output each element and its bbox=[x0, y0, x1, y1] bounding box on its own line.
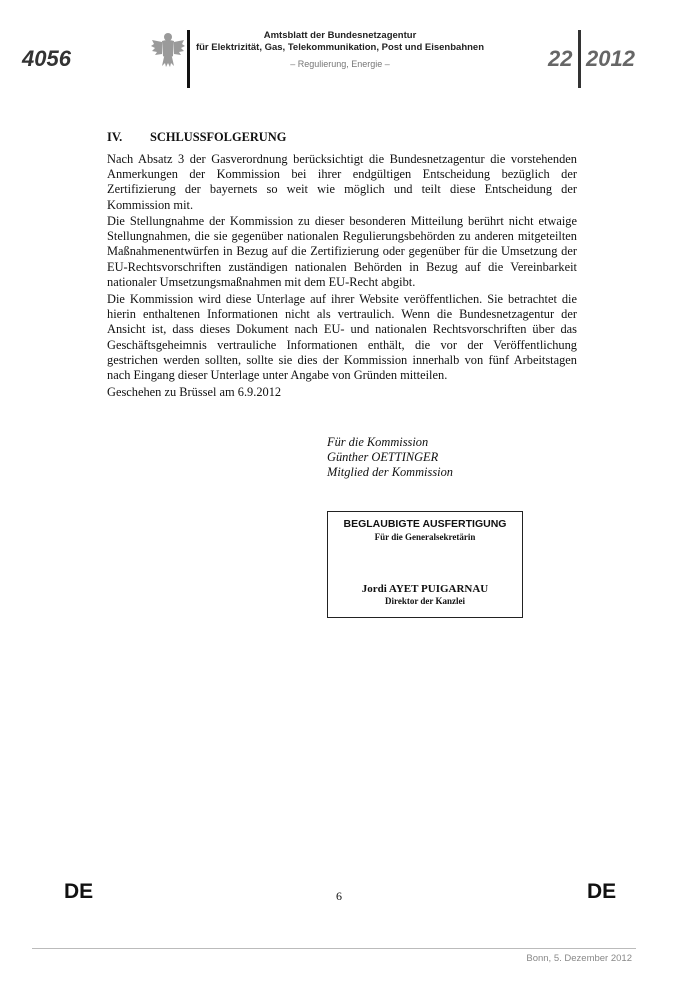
header-title bbox=[190, 30, 490, 54]
section-heading bbox=[107, 130, 286, 145]
stamp-role: Direktor der Kanzlei bbox=[385, 596, 465, 606]
signature-line1: Für die Kommission bbox=[327, 435, 429, 449]
certification-stamp bbox=[327, 511, 523, 618]
issue-divider bbox=[578, 30, 581, 88]
paragraph-2: Die Stellungnahme der Kommission zu dieser besonderen Mitteilung berührt nicht etwaige Stellungnahmen, die sie gegenüber nationalen Regulierungsbehörden zu anderen mitgeteilten Maßnahmenentwürfen in Bezug auf die Zertifizierung oder gegenüber für die Umsetzung der EU-Rechtsvorschriften zuständigen nationalen Behörden in Bezug auf die Vereinbarkeit nationaler Umsetzungsmaßnahmen mit dem EU-Recht abgibt. bbox=[107, 214, 577, 289]
section-number: IV. bbox=[107, 130, 123, 144]
issue-year: 2012 bbox=[586, 46, 635, 71]
header-title-line2: für Elektrizität, Gas, Telekommunikation, Post und Eisenbahnen bbox=[195, 42, 485, 53]
footer-page-number: 6 bbox=[336, 889, 342, 903]
stamp-subtitle: Für die Generalsekretärin bbox=[374, 532, 476, 542]
issue-number: 22 bbox=[548, 46, 573, 71]
paragraph-3: Die Kommission wird diese Unterlage auf ihrer Website veröffentlichen. Sie betrachtet die hierin enthaltenen Informationen nicht als vertraulich. Wenn die Bundesnetzagentur der Ansicht ist, dass dieses Dokument nach EU- und nationalen Rechtsvorschriften über das Geschäftsgeheimnis vertrauliche Informationen enthält, die vor der Veröffentlichung gestrichen werden sollten, sollte sie dies der Kommission innerhalb von fünf Arbeitstagen nach Eingang dieser Unterlage unter Angabe von Gründen mitteilen. bbox=[107, 292, 577, 383]
section-title: SCHLUSSFOLGERUNG bbox=[150, 130, 287, 144]
signature-role: Mitglied der Kommission bbox=[327, 465, 453, 479]
header-title-line1: Amtsblatt der Bundesnetzagentur bbox=[263, 30, 417, 41]
federal-eagle-icon bbox=[150, 30, 186, 70]
language-code-right: DE bbox=[587, 880, 617, 903]
paragraph-date: Geschehen zu Brüssel am 6.9.2012 bbox=[107, 385, 282, 399]
footer-divider bbox=[32, 948, 636, 949]
signature-block bbox=[327, 435, 577, 480]
stamp-title: BEGLAUBIGTE AUSFERTIGUNG bbox=[343, 518, 507, 530]
header-subtitle: – Regulierung, Energie – bbox=[290, 59, 390, 69]
page-number: 4056 bbox=[22, 46, 71, 71]
language-code-left: DE bbox=[64, 880, 94, 903]
paragraph-1: Nach Absatz 3 der Gasverordnung berücksichtigt die Bundesnetzagentur die vorstehenden Anmerkungen der Kommission bei ihrer endgültigen Entscheidung bezüglich der Zertifizierung der bayernets so weit wie möglich und teilt diese Entscheidung der Kommission mit. bbox=[107, 152, 577, 212]
footer-date: Bonn, 5. Dezember 2012 bbox=[526, 953, 632, 964]
signature-name: Günther OETTINGER bbox=[327, 450, 439, 464]
stamp-name: Jordi AYET PUIGARNAU bbox=[361, 583, 489, 595]
